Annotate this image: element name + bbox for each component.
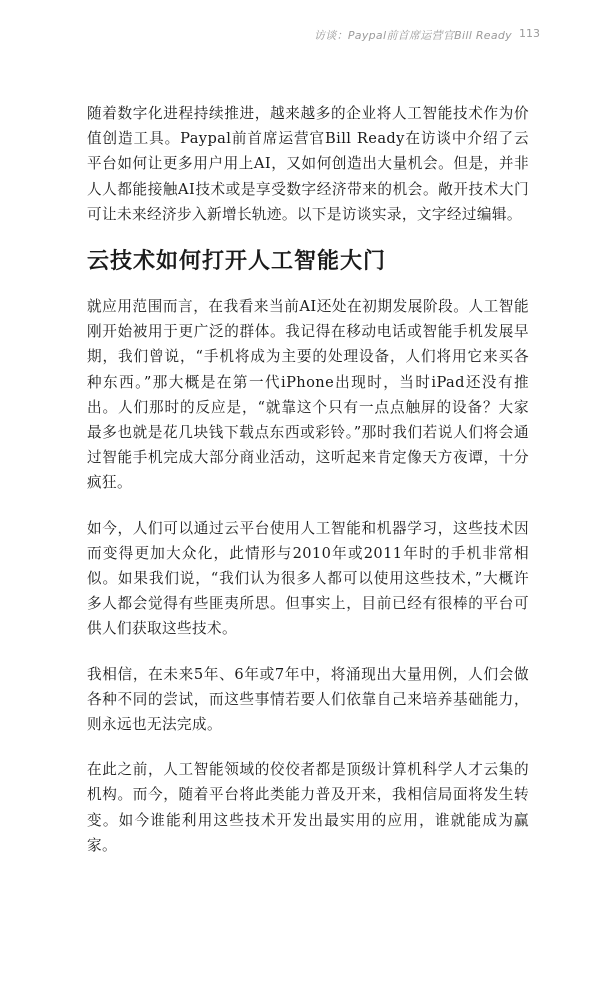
body-paragraph-2: 如今，人们可以通过云平台使用人工智能和机器学习，这些技术因而变得更加大众化，此情形与2010年或2011年时的手机非常相似。如果我们说，“我们认为很多人都可以使用这些技术，”大概许多人都会觉得有些匪夷所思。但事实上，目前已经有很棒的平台可供人们获取这些技术。 xyxy=(87,519,529,638)
section-title: 云技术如何打开人工智能大门 xyxy=(87,249,387,275)
page-content xyxy=(87,101,529,878)
intro-paragraph: 随着数字化进程持续推进，越来越多的企业将人工智能技术作为价值创造工具。Paypal前首席运营官Bill Ready在访谈中介绍了云平台如何让更多用户用上AI，又如何创造出大量机会。但是，并非人人都能接触AI技术或是享受数字经济带来的机会。敞开技术大门可让未来经济步入新增长轨迹。以下是访谈实录，文字经过编辑。 xyxy=(87,105,529,223)
body-paragraph-3: 我相信，在未来5年、6年或7年中，将涌现出大量用例，人们会做各种不同的尝试，而这些事情若要人们依靠自己来培养基础能力，则永远也无法完成。 xyxy=(87,665,529,734)
body-paragraph-1: 就应用范围而言，在我看来当前AI还处在初期发展阶段。人工智能刚开始被用于更广泛的群体。我记得在移动电话或智能手机发展早期，我们曾说，“手机将成为主要的处理设备，人们将用它来买各种东西。”那大概是在第一代iPhone出现时，当时iPad还没有推出。人们那时的反应是，“就靠这个只有一点点触屏的设备？大家最多也就是花几块钱下载点东西或彩铃。”那时我们若说人们将会通过智能手机完成大部分商业活动，这听起来肯定像天方夜谭，十分疯狂。 xyxy=(87,298,529,492)
body-paragraph-4: 在此之前，人工智能领域的佼佼者都是顶级计算机科学人才云集的机构。而今，随着平台将此类能力普及开来，我相信局面将发生转变。如今谁能利用这些技术开发出最实用的应用，谁就能成为赢家。 xyxy=(87,761,529,854)
running-head: 访谈：Paypal前首席运营官Bill Ready xyxy=(313,29,512,42)
page-number: 113 xyxy=(519,27,540,40)
